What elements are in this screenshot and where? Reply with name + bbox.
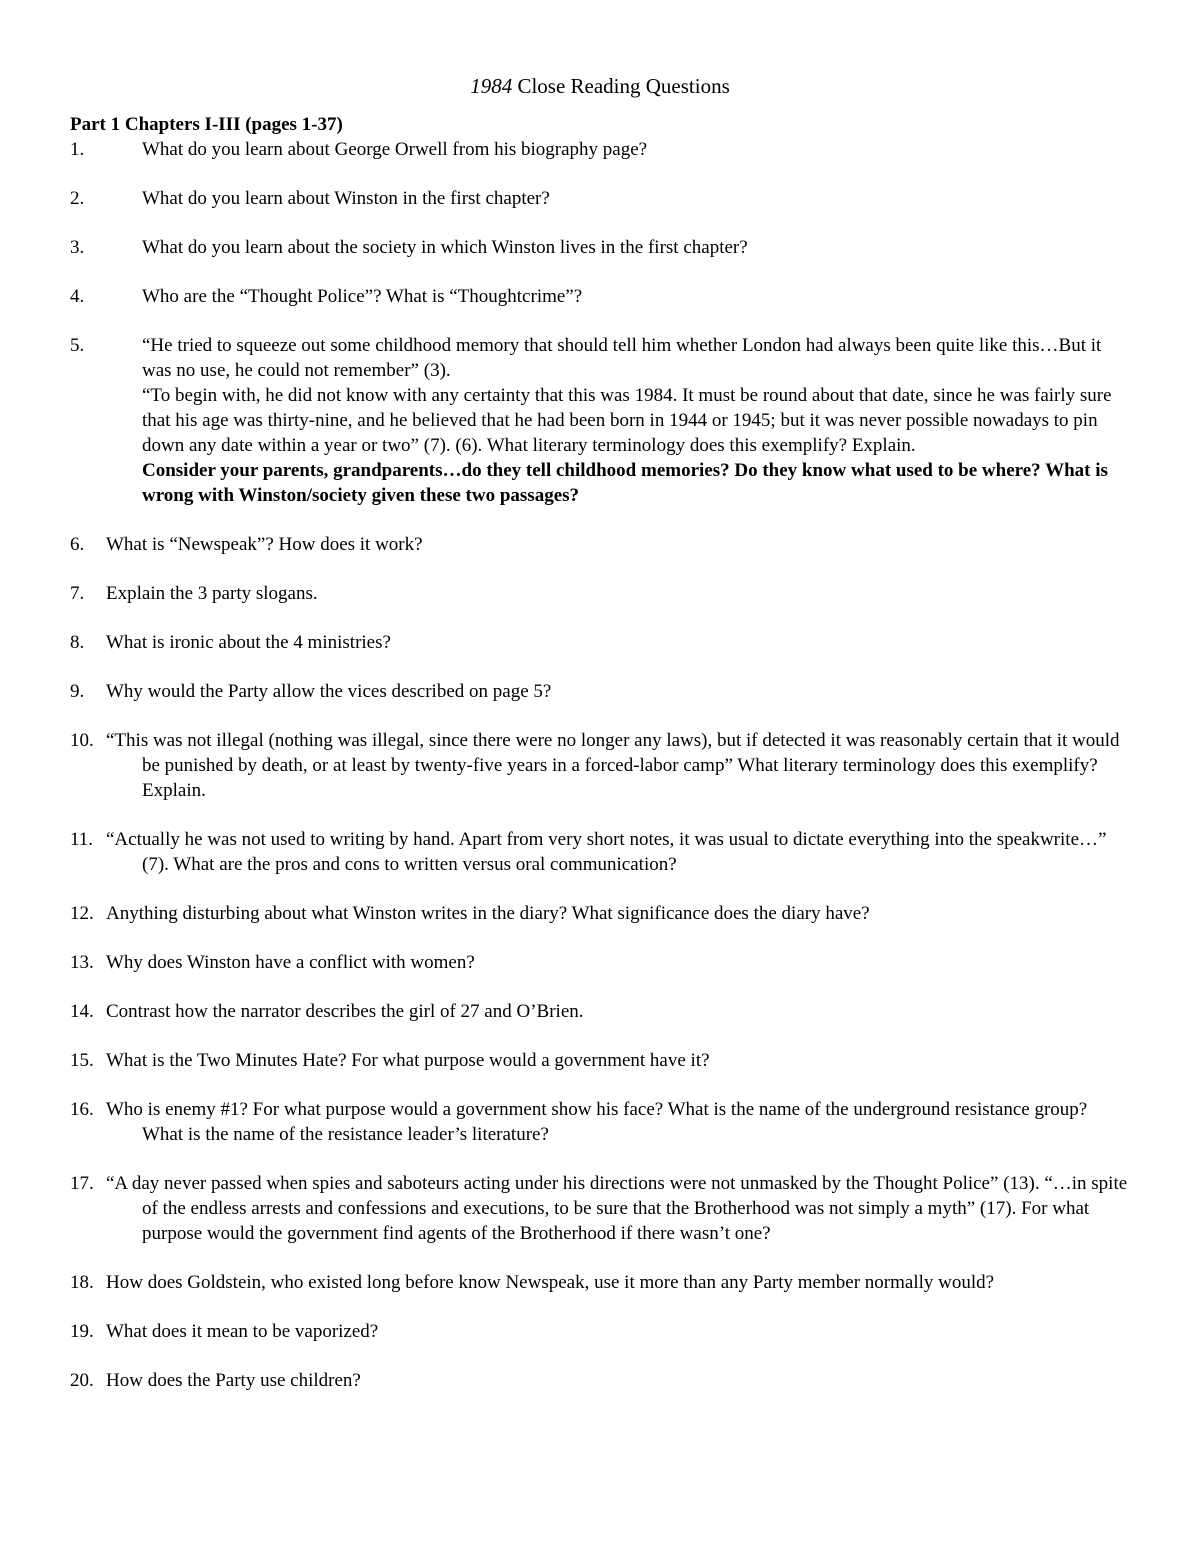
title-book-name: 1984: [470, 74, 513, 98]
question-text: “Actually he was not used to writing by hand. Apart from very short notes, it was usual to dictate everything into the speakwrite…” (7). What are the pros and cons to written versus oral communication?: [106, 829, 1107, 875]
question-number: 18.: [70, 1272, 94, 1293]
question-number: 17.: [70, 1173, 94, 1194]
page-title: [70, 72, 1130, 100]
question-text: Contrast how the narrator describes the girl of 27 and O’Brien.: [106, 1001, 584, 1022]
question-number: 4.: [70, 286, 85, 307]
question-text: How does Goldstein, who existed long before know Newspeak, use it more than any Party member normally would?: [106, 1272, 995, 1293]
question-item: [70, 1048, 1130, 1073]
question-number: 16.: [70, 1099, 94, 1120]
question-number: 10.: [70, 730, 94, 751]
document-page: [70, 72, 1130, 1417]
question-text: What do you learn about the society in which Winston lives in the first chapter?: [142, 237, 748, 258]
question-text: “This was not illegal (nothing was illegal, since there were no longer any laws), but if detected it was reasonably certain that it would be punished by death, or at least by twenty-five years in a forced-labor camp” What literary terminology does this exemplify? Explain.: [106, 730, 1120, 801]
question-number: 3.: [70, 237, 85, 258]
question-item: [70, 630, 1130, 655]
question-text: What is ironic about the 4 ministries?: [106, 632, 391, 653]
question-item-5: [70, 333, 1130, 508]
question-item: [70, 186, 1130, 211]
question-text: Anything disturbing about what Winston writes in the diary? What significance does the diary have?: [106, 903, 870, 924]
question-item: [70, 999, 1130, 1024]
question5-bold-prompt: Consider your parents, grandparents…do they tell childhood memories? Do they know what used to be where? What is wrong with Winston/society given these two passages?: [142, 460, 1108, 506]
question-item: [70, 827, 1130, 877]
question-item: [70, 284, 1130, 309]
question-number: 12.: [70, 903, 94, 924]
question-text: How does the Party use children?: [106, 1370, 361, 1391]
question-item: [70, 137, 1130, 162]
question-text: Explain the 3 party slogans.: [106, 583, 318, 604]
question-text: What do you learn about Winston in the first chapter?: [142, 188, 550, 209]
question-number: 20.: [70, 1370, 94, 1391]
question-item: [70, 728, 1130, 803]
question-number: 8.: [70, 632, 85, 653]
question-item: [70, 532, 1130, 557]
question-number: 9.: [70, 681, 85, 702]
question-item: [70, 1171, 1130, 1246]
question-text: Who are the “Thought Police”? What is “Thoughtcrime”?: [142, 286, 583, 307]
question-number: 7.: [70, 583, 85, 604]
question-text: Who is enemy #1? For what purpose would a government show his face? What is the name of the underground resistance group? What is the name of the resistance leader’s literature?: [106, 1099, 1088, 1145]
question-number: 1.: [70, 139, 85, 160]
question-item: [70, 1270, 1130, 1295]
question-item: [70, 679, 1130, 704]
question5-quote-2: “To begin with, he did not know with any certainty that this was 1984. It must be round about that date, since he was fairly sure that his age was thirty-nine, and he believed that he had been born in 1944 or 1945; but it was never possible nowadays to pin down any date within a year or two” (7). (6). What literary terminology does this exemplify? Explain.: [142, 385, 1112, 456]
question-item: [70, 950, 1130, 975]
question-text: What is the Two Minutes Hate? For what purpose would a government have it?: [106, 1050, 710, 1071]
question-item: [70, 901, 1130, 926]
question-text: What is “Newspeak”? How does it work?: [106, 534, 423, 555]
question-number: 2.: [70, 188, 85, 209]
question-item: [70, 1097, 1130, 1147]
question5-quote-1: “He tried to squeeze out some childhood memory that should tell him whether London had always been quite like this…But it was no use, he could not remember” (3).: [142, 335, 1102, 381]
question-number: 19.: [70, 1321, 94, 1342]
part-heading: Part 1 Chapters I-III (pages 1-37): [70, 114, 343, 135]
question-item: [70, 581, 1130, 606]
question-number: 15.: [70, 1050, 94, 1071]
title-rest: Close Reading Questions: [512, 74, 730, 98]
question-item: [70, 1319, 1130, 1344]
question-number: 6.: [70, 534, 85, 555]
question-number: 13.: [70, 952, 94, 973]
question-number: 11.: [70, 829, 94, 850]
question-item: [70, 1368, 1130, 1393]
question-item: [70, 235, 1130, 260]
question-text: What does it mean to be vaporized?: [106, 1321, 379, 1342]
question-number: 5.: [70, 335, 85, 356]
question-text: Why does Winston have a conflict with women?: [106, 952, 475, 973]
question-text: What do you learn about George Orwell from his biography page?: [142, 139, 648, 160]
question-text: “A day never passed when spies and saboteurs acting under his directions were not unmasked by the Thought Police” (13). “…in spite of the endless arrests and confessions and executions, to be sure that the Brotherhood was not simply a myth” (17). For what purpose would the government find agents of the Brotherhood if there wasn’t one?: [106, 1173, 1128, 1244]
question-text: Why would the Party allow the vices described on page 5?: [106, 681, 552, 702]
question-number: 14.: [70, 1001, 94, 1022]
